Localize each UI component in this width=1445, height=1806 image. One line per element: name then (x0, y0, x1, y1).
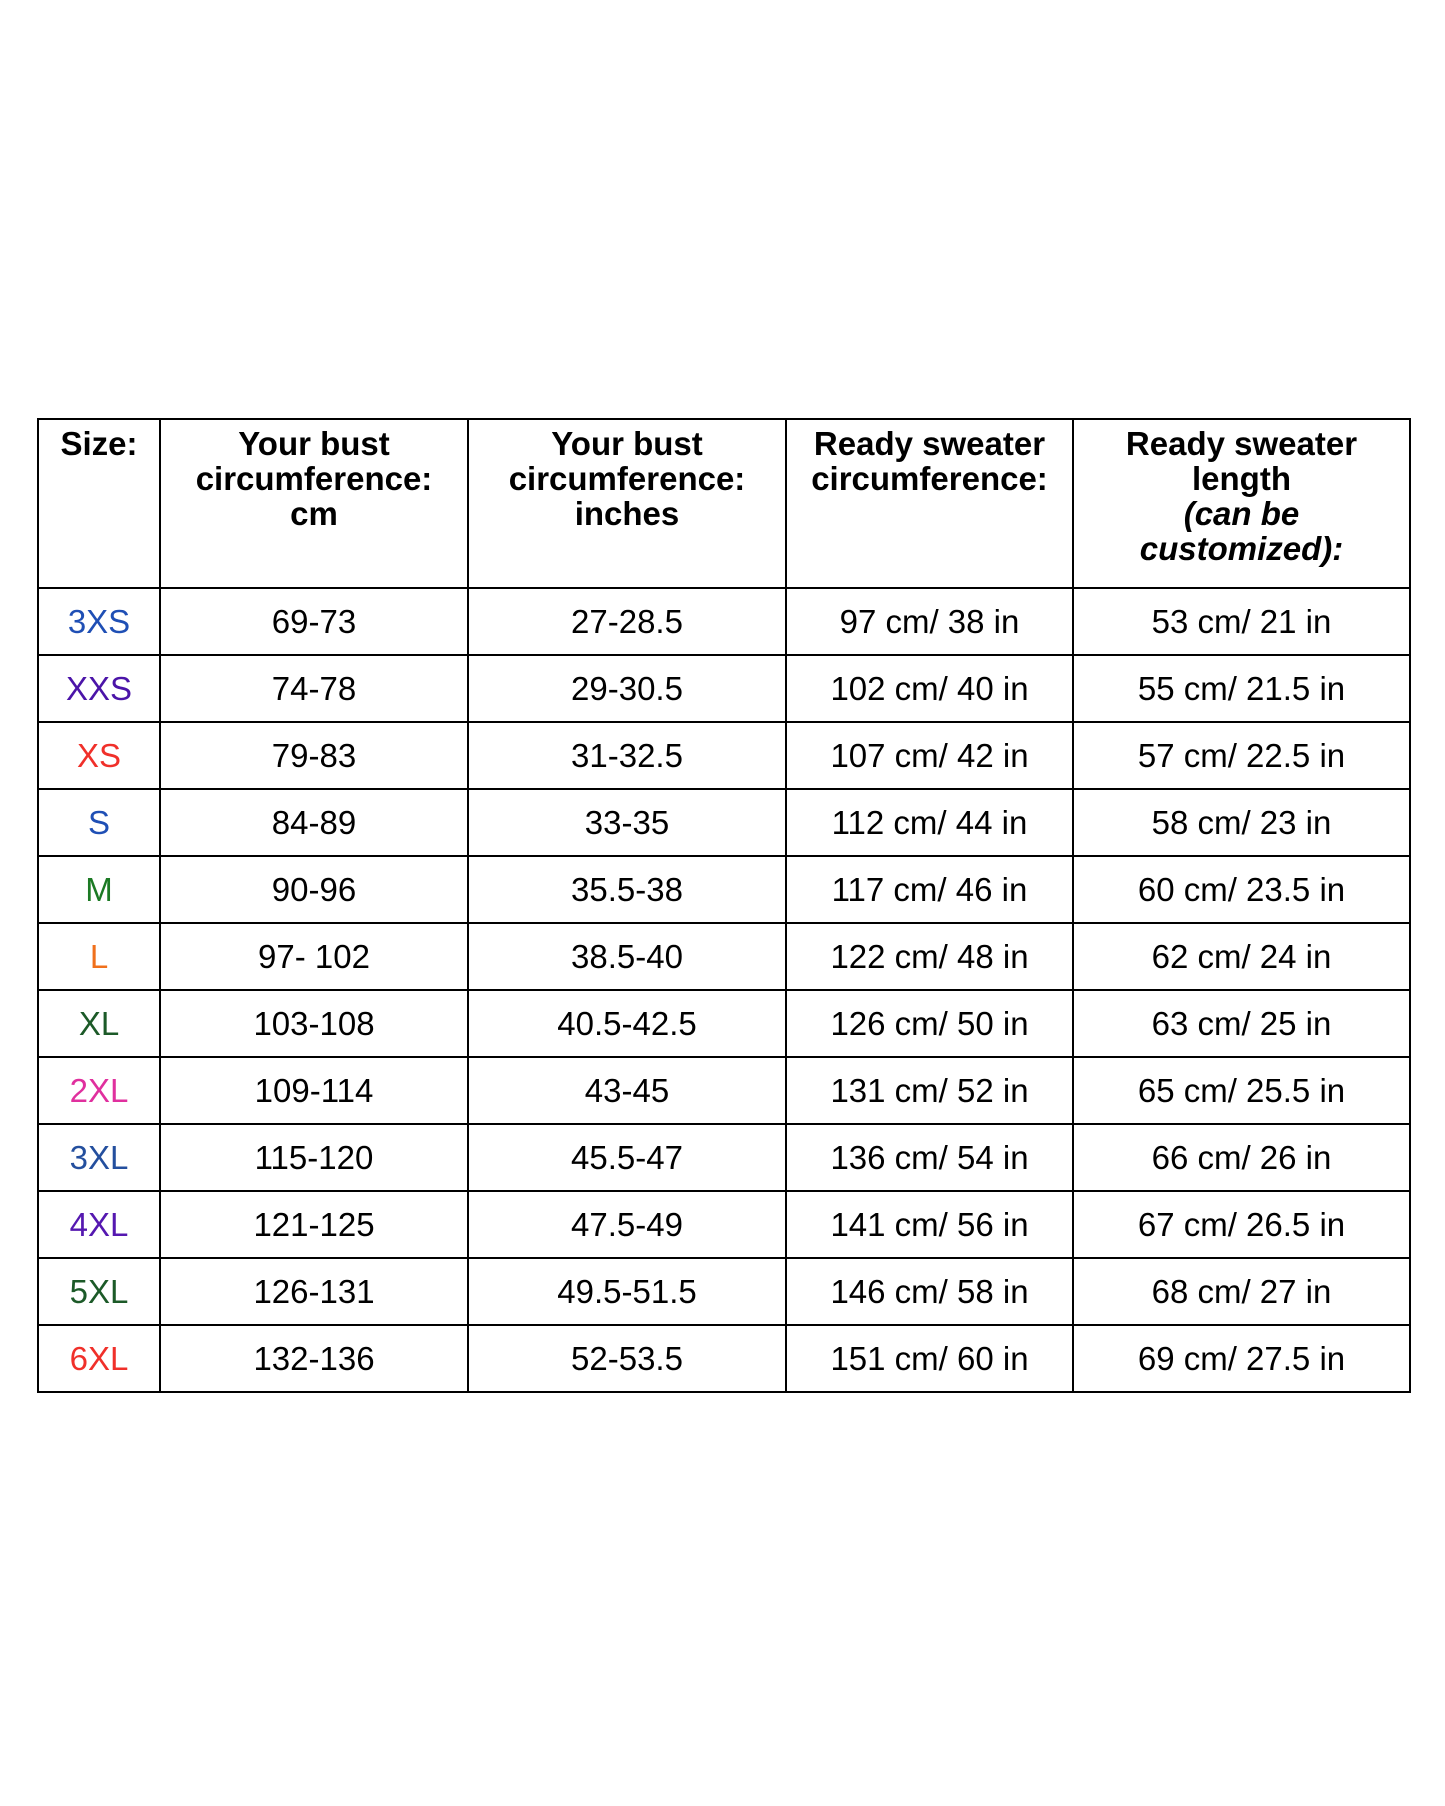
size-cell: 5XL (38, 1258, 160, 1325)
sweater-length-cell: 65 cm/ 25.5 in (1073, 1057, 1410, 1124)
sweater-length-cell: 60 cm/ 23.5 in (1073, 856, 1410, 923)
bust-inches-cell: 40.5-42.5 (468, 990, 786, 1057)
header-bust-inches (468, 419, 786, 588)
sweater-circumference-cell: 97 cm/ 38 in (786, 588, 1073, 655)
sweater-length-cell: 63 cm/ 25 in (1073, 990, 1410, 1057)
bust-cm-cell: 84-89 (160, 789, 468, 856)
size-cell: 3XS (38, 588, 160, 655)
size-cell: 3XL (38, 1124, 160, 1191)
header-bust-inches-line: circumference: (508, 460, 746, 497)
sweater-length-cell: 69 cm/ 27.5 in (1073, 1325, 1410, 1392)
table-row (38, 1258, 1410, 1325)
bust-inches-cell: 29-30.5 (468, 655, 786, 722)
header-sweater-length-line: length (1192, 460, 1291, 497)
bust-inches-cell: 31-32.5 (468, 722, 786, 789)
table-row (38, 1057, 1410, 1124)
bust-inches-cell: 43-45 (468, 1057, 786, 1124)
header-sweater-circumference (786, 419, 1073, 588)
table-row (38, 588, 1410, 655)
bust-cm-cell: 126-131 (160, 1258, 468, 1325)
size-cell: 4XL (38, 1191, 160, 1258)
sweater-length-cell: 62 cm/ 24 in (1073, 923, 1410, 990)
header-bust-inches-line: inches (574, 495, 680, 532)
bust-cm-cell: 103-108 (160, 990, 468, 1057)
header-sweater-circumference-line: Ready sweater (813, 425, 1046, 462)
sweater-length-cell: 66 cm/ 26 in (1073, 1124, 1410, 1191)
size-cell: M (38, 856, 160, 923)
sweater-circumference-cell: 136 cm/ 54 in (786, 1124, 1073, 1191)
table-row (38, 923, 1410, 990)
size-cell: XL (38, 990, 160, 1057)
bust-inches-cell: 47.5-49 (468, 1191, 786, 1258)
sweater-circumference-cell: 126 cm/ 50 in (786, 990, 1073, 1057)
sweater-length-cell: 67 cm/ 26.5 in (1073, 1191, 1410, 1258)
header-bust-cm-line: Your bust (238, 425, 390, 462)
sweater-circumference-cell: 112 cm/ 44 in (786, 789, 1073, 856)
header-bust-cm-line: circumference: (195, 460, 433, 497)
size-cell: XS (38, 722, 160, 789)
size-cell: XXS (38, 655, 160, 722)
bust-inches-cell: 45.5-47 (468, 1124, 786, 1191)
header-bust-inches-line: Your bust (551, 425, 703, 462)
header-size-line: Size: (60, 425, 138, 462)
bust-inches-cell: 33-35 (468, 789, 786, 856)
bust-cm-cell: 132-136 (160, 1325, 468, 1392)
bust-cm-cell: 90-96 (160, 856, 468, 923)
size-chart-table (37, 418, 1411, 1393)
header-bust-cm-line: cm (290, 495, 338, 532)
table-row (38, 1325, 1410, 1392)
sweater-circumference-cell: 122 cm/ 48 in (786, 923, 1073, 990)
size-cell: L (38, 923, 160, 990)
table-row (38, 990, 1410, 1057)
header-bust-cm (160, 419, 468, 588)
bust-cm-cell: 79-83 (160, 722, 468, 789)
sweater-length-cell: 53 cm/ 21 in (1073, 588, 1410, 655)
sweater-circumference-cell: 102 cm/ 40 in (786, 655, 1073, 722)
table-row (38, 1191, 1410, 1258)
header-sweater-length-line: Ready sweater (1125, 425, 1358, 462)
bust-inches-cell: 52-53.5 (468, 1325, 786, 1392)
table-row (38, 722, 1410, 789)
header-sweater-length-note: customized): (1139, 530, 1344, 567)
size-cell: 2XL (38, 1057, 160, 1124)
sweater-circumference-cell: 151 cm/ 60 in (786, 1325, 1073, 1392)
sweater-length-cell: 55 cm/ 21.5 in (1073, 655, 1410, 722)
sweater-circumference-cell: 131 cm/ 52 in (786, 1057, 1073, 1124)
header-sweater-circumference-line: circumference: (811, 460, 1048, 497)
sweater-circumference-cell: 107 cm/ 42 in (786, 722, 1073, 789)
size-cell: S (38, 789, 160, 856)
bust-cm-cell: 74-78 (160, 655, 468, 722)
sweater-length-cell: 58 cm/ 23 in (1073, 789, 1410, 856)
sweater-circumference-cell: 146 cm/ 58 in (786, 1258, 1073, 1325)
sweater-circumference-cell: 117 cm/ 46 in (786, 856, 1073, 923)
table-row (38, 789, 1410, 856)
sweater-length-cell: 68 cm/ 27 in (1073, 1258, 1410, 1325)
table-row (38, 1124, 1410, 1191)
table-row (38, 655, 1410, 722)
bust-cm-cell: 121-125 (160, 1191, 468, 1258)
bust-inches-cell: 35.5-38 (468, 856, 786, 923)
table-row (38, 856, 1410, 923)
header-sweater-length (1073, 419, 1410, 588)
sweater-circumference-cell: 141 cm/ 56 in (786, 1191, 1073, 1258)
bust-cm-cell: 109-114 (160, 1057, 468, 1124)
sweater-length-cell: 57 cm/ 22.5 in (1073, 722, 1410, 789)
size-rows (38, 588, 1410, 1392)
header-row (38, 419, 1410, 588)
header-size (38, 419, 160, 588)
bust-inches-cell: 38.5-40 (468, 923, 786, 990)
bust-inches-cell: 27-28.5 (468, 588, 786, 655)
bust-cm-cell: 69-73 (160, 588, 468, 655)
bust-cm-cell: 115-120 (160, 1124, 468, 1191)
bust-inches-cell: 49.5-51.5 (468, 1258, 786, 1325)
bust-cm-cell: 97- 102 (160, 923, 468, 990)
header-sweater-length-note: (can be (1183, 495, 1300, 532)
size-cell: 6XL (38, 1325, 160, 1392)
